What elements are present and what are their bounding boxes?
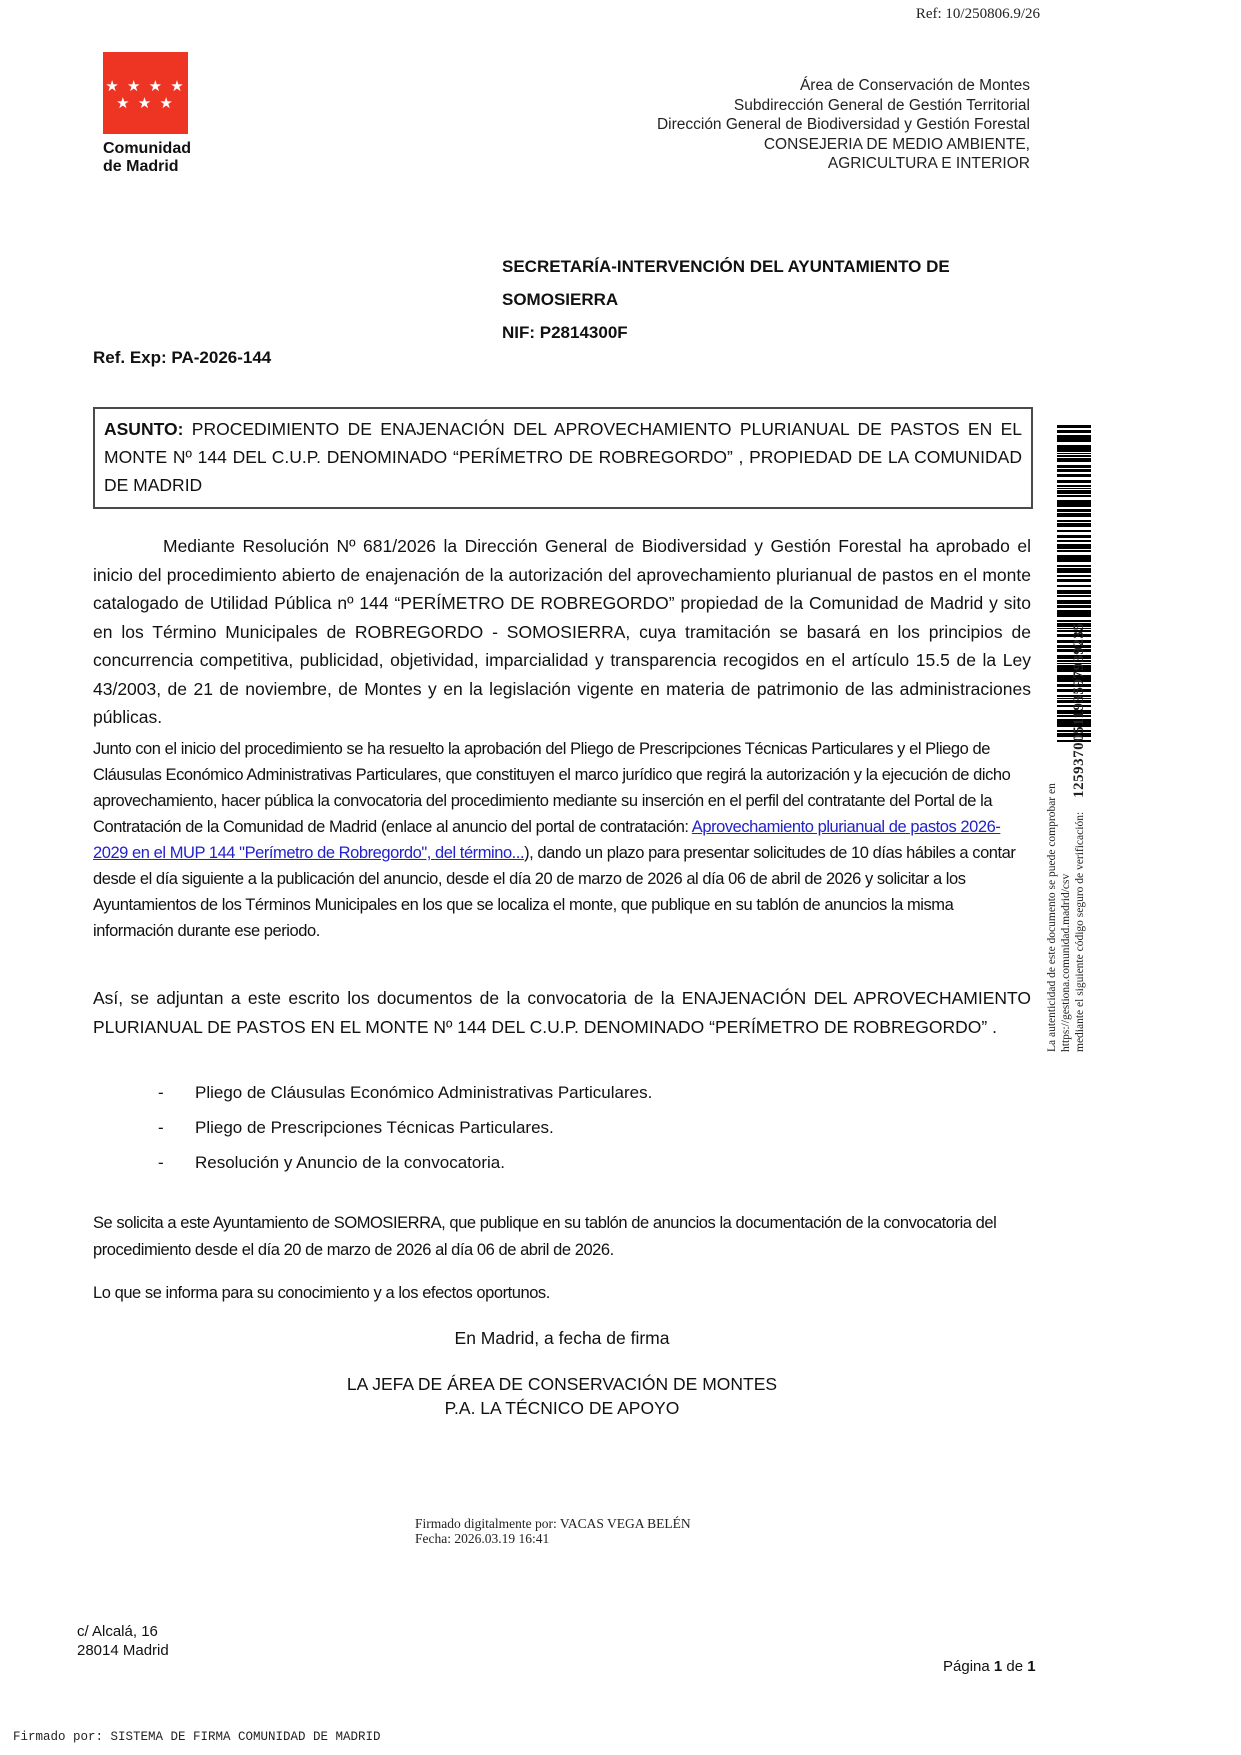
list-item-text: Resolución y Anuncio de la convocatoria.: [195, 1153, 505, 1172]
bullet-dash: -: [158, 1083, 164, 1102]
list-item-text: Pliego de Prescripciones Técnicas Particulares.: [195, 1118, 554, 1137]
flag-stars-row-2: ★ ★ ★: [116, 95, 175, 112]
expedient-reference: Ref. Exp: PA-2026-144: [93, 348, 272, 367]
list-item: [93, 1079, 1031, 1107]
letterhead-line-area: Área de Conservación de Montes: [799, 77, 1030, 94]
list-item: [93, 1149, 1031, 1177]
list-item-text: Pliego de Cláusulas Económico Administrativas Particulares.: [195, 1083, 653, 1102]
signature-signed-by: Firmado digitalmente por: VACAS VEGA BELÉN: [415, 1516, 691, 1531]
recipient-block: [502, 250, 950, 349]
paragraph-adjuntos: Así, se adjuntan a este escrito los documentos de la convocatoria de la ENAJENACIÓN DEL APROVECHAMIENTO PLURIANUAL DE PASTOS EN EL MONTE Nº 144 DEL C.U.P. DENOMINADO “PERÍMETRO DE ROBREGORDO” .: [93, 988, 1031, 1037]
letterhead-line-direccion: Dirección General de Biodiversidad y Gestión Forestal: [656, 116, 1030, 133]
subject-box: [93, 407, 1033, 509]
page-number: [943, 1658, 1036, 1675]
logo-caption: [103, 140, 191, 176]
recipient-line1: SECRETARÍA-INTERVENCIÓN DEL AYUNTAMIENTO DE: [502, 257, 950, 276]
digital-signature-stamp: [415, 1516, 691, 1546]
csv-code: 1259370051193597939235: [1071, 622, 1087, 798]
logo-caption-line2: de Madrid: [103, 158, 179, 175]
address-line1: c/ Alcalá, 16: [77, 1623, 158, 1640]
signature-date: Fecha: 2026.03.19 16:41: [415, 1531, 550, 1546]
paragraph-pliegos-text-before: Junto con el inicio del procedimiento se ha resuelto la aprobación del Pliego de Prescripciones Técnicas Particulares y el Pliego de Cláusulas Económico Administrativas Particulares, que constituyen el marco jurídico que regirá la autorización y la ejecución de dicho aprovechamiento, hacer pública la convocatoria del procedimiento mediante su inserción en el perfil del contratante del Portal de la Contratación de la Comunidad de Madrid (enlace al anuncio del portal de contratación:: [93, 740, 1011, 836]
subject-text: PROCEDIMIENTO DE ENAJENACIÓN DEL APROVECHAMIENTO PLURIANUAL DE PASTOS EN EL MONTE Nº 144 DEL C.U.P. DENOMINADO “PERÍMETRO DE ROBREGORDO” , PROPIEDAD DE LA COMUNIDAD DE MADRID: [104, 419, 1022, 495]
list-item: [93, 1114, 1031, 1142]
paragraph-solicitud: Se solicita a este Ayuntamiento de SOMOSIERRA, que publique en su tablón de anuncios la documentación de la convocatoria del procedimiento desde el día 20 de marzo de 2026 al día 06 de abril de 2026.: [93, 1214, 997, 1259]
verification-line2: https://gestiona.comunidad.madrid/csv: [1059, 873, 1072, 1052]
address-line2: 28014 Madrid: [77, 1642, 169, 1659]
place-and-date-line: En Madrid, a fecha de firma: [454, 1328, 670, 1348]
verification-sidebar-text: [1046, 578, 1088, 1052]
verification-line3: [1073, 578, 1088, 1052]
bullet-dash: -: [158, 1118, 164, 1137]
page-number-label: Página: [943, 1658, 994, 1675]
logo-caption-line1: Comunidad: [103, 140, 191, 157]
page-number-current: 1: [993, 1658, 1003, 1675]
flag-stars-row-1: ★ ★ ★ ★: [105, 78, 186, 95]
verification-line3-text: mediante el siguiente código seguro de verificación:: [1074, 811, 1086, 1052]
attachments-list: [93, 1079, 1031, 1184]
paragraph-informa: Lo que se informa para su conocimiento y a los efectos oportunos.: [93, 1284, 550, 1302]
subject-label: ASUNTO:: [104, 419, 184, 439]
recipient-nif: NIF: P2814300F: [502, 323, 628, 342]
letterhead-line-subdireccion: Subdirección General de Gestión Territorial: [733, 96, 1030, 114]
reference-number: Ref: 10/250806.9/26: [915, 6, 1040, 22]
paragraph-resolution: Mediante Resolución Nº 681/2026 la Dirección General de Biodiversidad y Gestión Forestal ha aprobado el inicio del procedimiento abierto de enajenación de la autorización del aprovechamiento plurianual de pastos en el monte catalogado de Utilidad Pública nº 144 “PERÍMETRO DE ROBREGORDO” propiedad de la Comunidad de Madrid y sito en los Término Municipales de ROBREGORDO - SOMOSIERRA, cuya tramitación se basará en los principios de concurrencia competitiva, publicidad, objetividad, imparcialidad y transparencia recogidos en el artículo 15.5 de la Ley 43/2003, de 21 de noviembre, de Montes y en la legislación vigente en materia de patrimonio de las administraciones públicas.: [93, 536, 1031, 727]
paragraph-pliegos: [93, 736, 1031, 944]
page-number-sep: de: [1002, 1658, 1028, 1675]
signer-title-line1: LA JEFA DE ÁREA DE CONSERVACIÓN DE MONTES: [346, 1374, 778, 1394]
letterhead-line-agricultura: AGRICULTURA E INTERIOR: [827, 155, 1030, 172]
office-address: [77, 1622, 169, 1660]
signer-title-block: [93, 1372, 1031, 1420]
comunidad-madrid-flag-icon: [103, 52, 188, 134]
recipient-line2: SOMOSIERRA: [502, 290, 619, 309]
signer-title-line2: P.A. LA TÉCNICO DE APOYO: [444, 1398, 680, 1418]
page-number-total: 1: [1027, 1658, 1036, 1675]
letterhead-department-block: [657, 76, 1030, 174]
paragraph-pliegos-text-after: ), dando un plazo para presentar solicitudes de 10 días hábiles a contar desde el día siguiente a la publicación del anuncio, desde el día 20 de marzo de 2026 al día 06 de abril de 2026 y solicitar a los Ayuntamientos de los Términos Municipales en los que se localiza el monte, que publique en su tablón de anuncios la misma información durante ese periodo.: [93, 844, 1016, 940]
bullet-dash: -: [158, 1153, 164, 1172]
contract-portal-link[interactable]: Aprovechamiento plurianual de pastos 2026-2029 en el MUP 144 "Perímetro de Robregordo", del término...: [93, 818, 1001, 862]
verification-line1: La autenticidad de este documento se puede comprobar en: [1046, 783, 1058, 1052]
letterhead-line-consejeria: CONSEJERIA DE MEDIO AMBIENTE,: [763, 135, 1030, 153]
system-signature-line: Firmado por: SISTEMA DE FIRMA COMUNIDAD DE MADRID: [13, 1730, 381, 1744]
